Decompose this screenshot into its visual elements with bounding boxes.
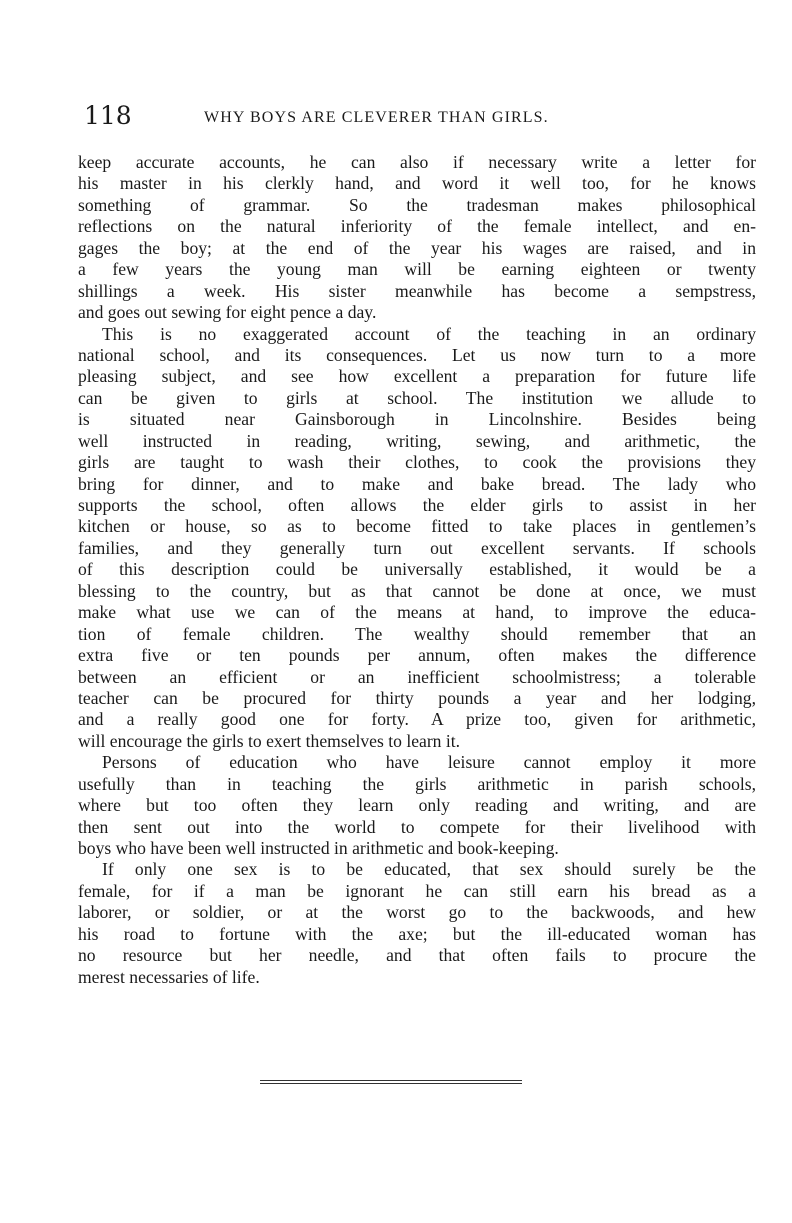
text-line: between an efficient or an inefficient schoolmistress; a tolerable: [78, 666, 756, 687]
text-line: supports the school, often allows the elder girls to assist in her: [78, 495, 756, 515]
text-line: blessing to the country, but as that cannot be done at once, we must: [78, 580, 756, 601]
text-line: If only one sex is to be educated, that sex should surely be the: [102, 859, 756, 880]
text-line: tion of female children. The wealthy should remember that an: [78, 623, 756, 644]
text-line: of this description could be universally established, it would be a: [78, 559, 756, 580]
running-title: WHY BOYS ARE CLEVERER THAN GIRLS.: [204, 109, 549, 126]
text-line: his road to fortune with the axe; but the ill-educated woman has: [78, 923, 756, 944]
text-line: national school, and its consequences. Let us now turn to a more: [78, 344, 756, 365]
text-line: laborer, or soldier, or at the worst go to the backwoods, and hew: [78, 902, 756, 923]
end-rule-top: [260, 1080, 522, 1081]
text-line: well instructed in reading, writing, sewing, and arithmetic, the: [78, 430, 756, 451]
text-line: shillings a week. His sister meanwhile has become a sempstress,: [78, 280, 756, 301]
text-line: can be given to girls at school. The institution we allude to: [78, 387, 756, 408]
page-header: [84, 100, 754, 140]
text-line: gages the boy; at the end of the year his wages are raised, and in: [78, 237, 756, 258]
text-line: boys who have been well instructed in arithmetic and book-keeping.: [78, 838, 559, 858]
text-line: then sent out into the world to compete for their livelihood with: [78, 816, 756, 837]
text-line: and goes out sewing for eight pence a day.: [78, 302, 377, 323]
text-line: bring for dinner, and to make and bake bread. The lady who: [78, 473, 756, 494]
text-line: no resource but her needle, and that often fails to procure the: [78, 945, 756, 966]
text-line: kitchen or house, so as to become fitted to take places in gentlemen’s: [78, 516, 756, 537]
text-line: usefully than in teaching the girls arithmetic in parish schools,: [78, 773, 756, 794]
text-line: Persons of education who have leisure cannot employ it more: [102, 752, 756, 773]
text-line: is situated near Gainsborough in Lincolnshire. Besides being: [78, 409, 756, 430]
text-line: keep accurate accounts, he can also if necessary write a letter for: [78, 152, 756, 172]
text-line: female, for if a man be ignorant he can still earn his bread as a: [78, 880, 756, 901]
text-line: a few years the young man will be earning eighteen or twenty: [78, 259, 756, 280]
text-line: This is no exaggerated account of the teaching in an ordinary: [102, 323, 756, 344]
text-line: his master in his clerkly hand, and word it well too, for he knows: [78, 173, 756, 194]
text-line: where but too often they learn only reading and writing, and are: [78, 795, 756, 816]
end-rule-bottom: [260, 1083, 522, 1084]
text-line: something of grammar. So the tradesman makes philosophical: [78, 194, 756, 215]
text-line: merest necessaries of life.: [78, 966, 260, 987]
text-line: and a really good one for forty. A prize too, given for arithmetic,: [78, 709, 756, 730]
text-line: teacher can be procured for thirty pounds a year and her lodging,: [78, 687, 756, 708]
text-line: reflections on the natural inferiority of the female intellect, and en-: [78, 216, 756, 237]
text-line: extra five or ten pounds per annum, often makes the difference: [78, 645, 756, 666]
page-number: 118: [84, 101, 132, 130]
text-line: pleasing subject, and see how excellent a preparation for future life: [78, 366, 756, 387]
body-text: [78, 152, 756, 988]
text-line: families, and they generally turn out excellent servants. If schools: [78, 537, 756, 558]
text-line: will encourage the girls to exert themselves to learn it.: [78, 730, 461, 751]
text-line: make what use we can of the means at hand, to improve the educa-: [78, 602, 756, 623]
text-line: girls are taught to wash their clothes, to cook the provisions they: [78, 452, 756, 473]
